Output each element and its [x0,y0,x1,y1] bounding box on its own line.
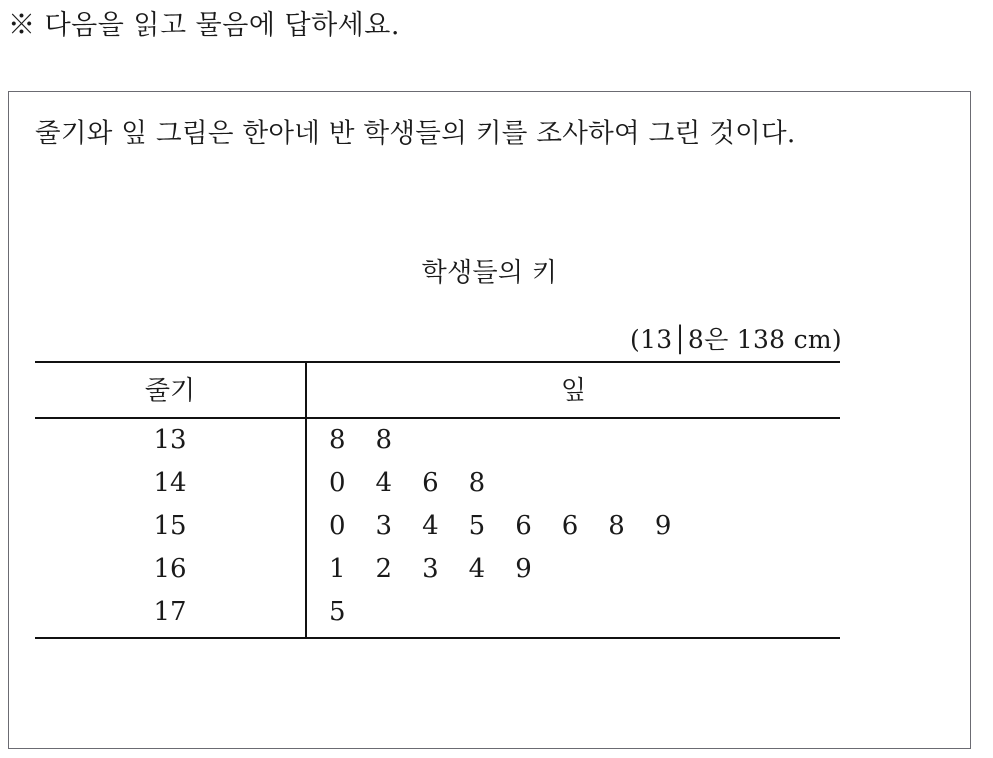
table-row [35,418,840,462]
leaf-value: 9 [654,511,672,541]
leaf-list [329,468,840,498]
leaf-value: 9 [515,554,532,584]
leaf-value: 6 [422,468,439,498]
stem-cell: 15 [35,505,306,548]
column-header-leaf: 잎 [306,362,840,418]
leaf-value: 4 [375,468,393,498]
column-header-stem: 줄기 [35,362,306,418]
table-header-row [35,362,840,418]
leaf-value: 1 [329,554,346,584]
stem-and-leaf-table-wrapper [35,361,840,639]
leaf-value: 6 [515,511,532,541]
leaf-list [329,597,840,627]
stem-and-leaf-table [35,361,840,639]
leaf-list [329,554,840,584]
stem-cell: 17 [35,591,306,638]
table-row [35,591,840,638]
leaf-value: 8 [608,511,625,541]
leaf-value: 3 [422,554,439,584]
leaf-list [329,425,840,455]
leaf-cell [306,462,840,505]
leaf-cell [306,548,840,591]
leaf-value: 8 [375,425,393,455]
table-row [35,462,840,505]
leaf-value: 4 [468,554,486,584]
stem-cell: 13 [35,418,306,462]
leaf-value: 8 [468,468,486,498]
chart-title: 학생들의 키 [421,258,558,288]
leaf-value: 6 [561,511,579,541]
leaf-value: 5 [468,511,486,541]
stem-cell: 14 [35,462,306,505]
instruction-line: ※ 다음을 읽고 물음에 답하세요. [8,10,400,41]
leaf-list [329,511,840,541]
stem-cell: 16 [35,548,306,591]
chart-legend: (13│8은 138 cm) [630,325,842,354]
question-box [8,91,971,749]
table-body [35,418,840,638]
leaf-value: 8 [329,425,346,455]
leaf-cell [306,505,840,548]
passage-text: 줄기와 잎 그림은 한아네 반 학생들의 키를 조사하여 그린 것이다. [35,118,796,149]
leaf-value: 0 [329,511,346,541]
table-row [35,548,840,591]
leaf-value: 3 [375,511,393,541]
leaf-cell [306,418,840,462]
leaf-cell [306,591,840,638]
table-row [35,505,840,548]
leaf-value: 4 [422,511,439,541]
leaf-value: 0 [329,468,346,498]
leaf-value: 5 [329,597,346,627]
leaf-value: 2 [375,554,393,584]
